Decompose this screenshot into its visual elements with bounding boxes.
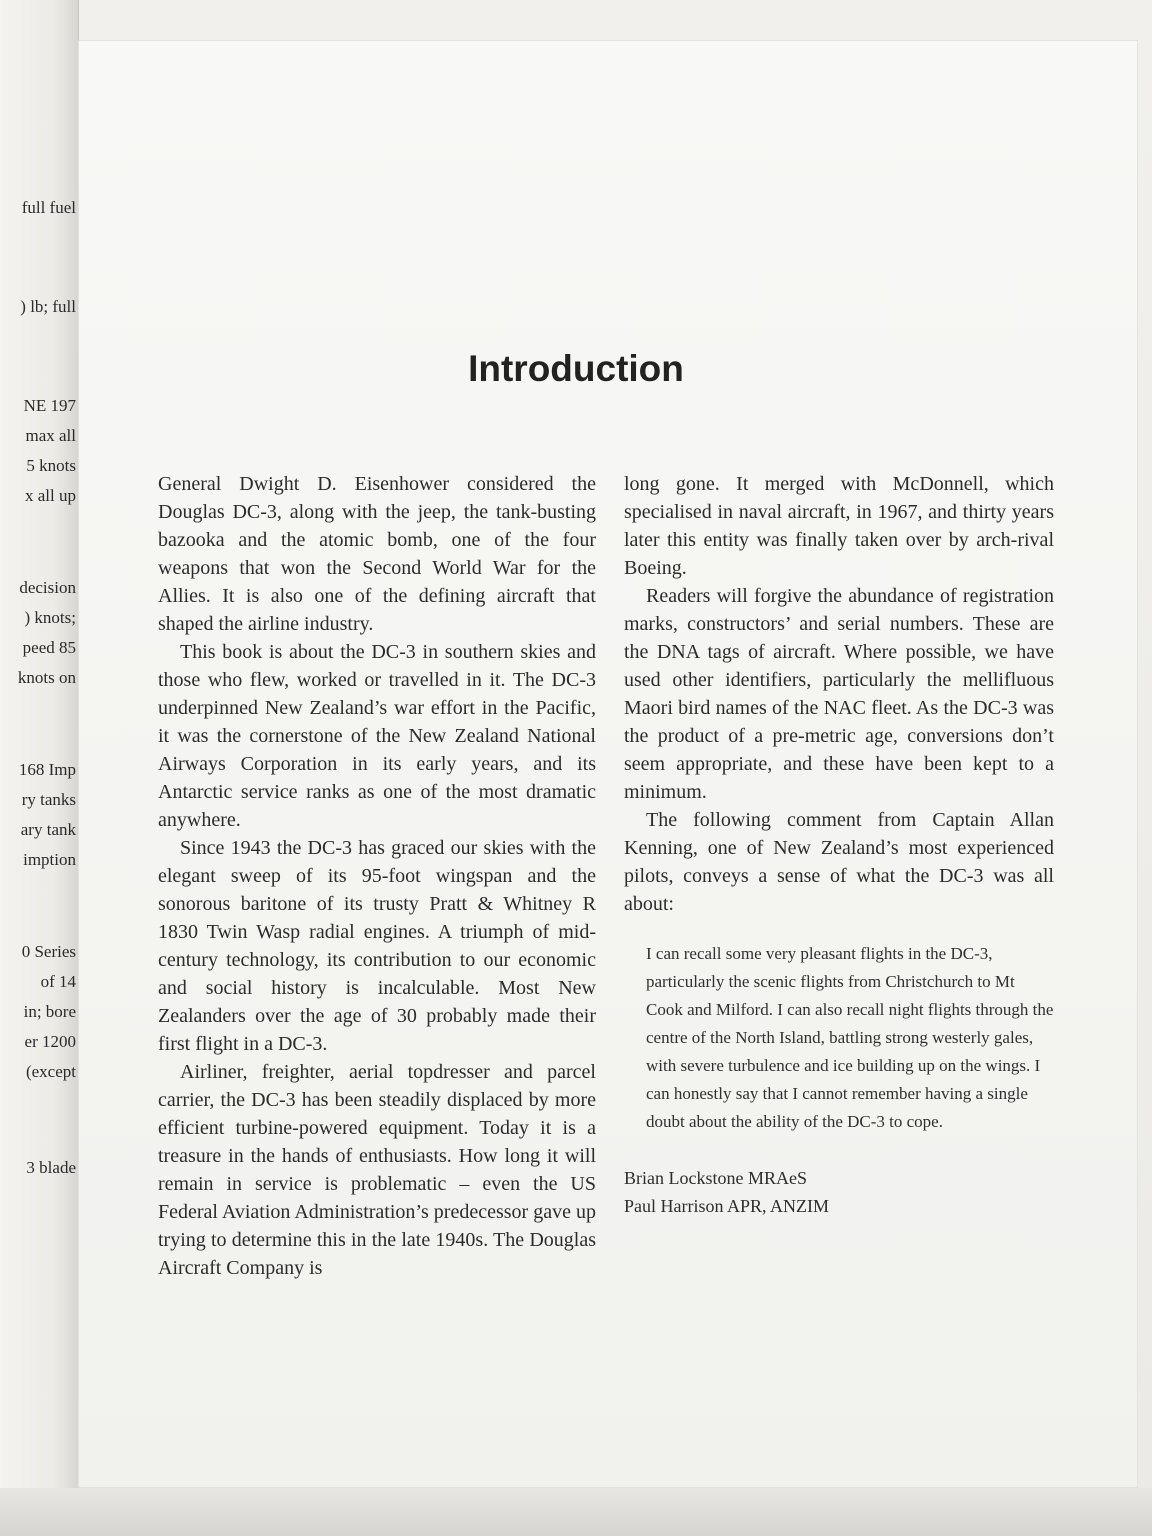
left-column bbox=[158, 470, 596, 1282]
left-page-fragment: 3 blade bbox=[26, 1158, 76, 1177]
left-page-fragment: ry tanks bbox=[21, 790, 76, 809]
paragraph: General Dwight D. Eisenhower considered the Douglas DC-3, along with the jeep, the tank-busting bazooka and the atomic bomb, one of the four weapons that won the Second World War for the Allies. It is also one of the defining aircraft that shaped the airline industry. bbox=[158, 473, 596, 635]
paragraph: Airliner, freighter, aerial topdresser and parcel carrier, the DC-3 has been steadily displaced by more efficient turbine-powered equipment. Today it is a treasure in the hands of enthusiasts. How long it will remain in service is problematic – even the US Federal Aviation Administration’s predecessor gave up trying to determine this in the late 1940s. The Douglas Aircraft Company is bbox=[158, 1061, 596, 1279]
left-page-fragment: full fuel bbox=[21, 198, 76, 217]
left-page-fragment: 0 Series bbox=[21, 942, 76, 961]
signature-line: Paul Harrison APR, ANZIM bbox=[624, 1196, 830, 1216]
paragraph: Readers will forgive the abundance of registration marks, constructors’ and serial numbers. These are the DNA tags of aircraft. Where possible, we have used other identifiers, particularly the mellifluous Maori bird names of the NAC fleet. As the DC-3 was the product of a pre-metric age, conversions don’t seem appropriate, and these have been kept to a minimum. bbox=[624, 585, 1054, 803]
left-page-fragment: peed 85 bbox=[22, 638, 76, 657]
left-page-fragment: ) lb; full bbox=[20, 297, 76, 316]
paragraph: Since 1943 the DC-3 has graced our skies with the elegant sweep of its 95-foot wingspan and the sonorous baritone of its trusty Pratt & Whitney R 1830 Twin Wasp radial engines. A triumph of mid-century technology, its contribution to our economic and social history is incalculable. Most New Zealanders over the age of 30 probably made their first flight in a DC-3. bbox=[158, 837, 596, 1055]
left-page-fragment: knots on bbox=[17, 668, 76, 687]
left-page-fragment: NE 197 bbox=[23, 396, 76, 415]
left-page-edge bbox=[0, 0, 79, 1536]
left-page-fragment: in; bore bbox=[23, 1002, 76, 1021]
left-page-fragment: decision bbox=[19, 578, 76, 597]
left-page-fragment: x all up bbox=[25, 486, 76, 505]
left-page-fragment: of 14 bbox=[40, 972, 76, 991]
signature-block bbox=[624, 1164, 1054, 1220]
left-page-fragment: 168 Imp bbox=[18, 760, 76, 779]
left-page-fragment: ) knots; bbox=[24, 608, 76, 627]
left-page-fragment: ary tank bbox=[20, 820, 76, 839]
signature-line: Brian Lockstone MRAeS bbox=[624, 1168, 807, 1188]
quote: I can recall some very pleasant flights in the DC-3, particularly the scenic flights from Christchurch to Mt Cook and Milford. I can also recall night flights through the centre of the North Island, battling strong westerly gales, with severe turbulence and ice building up on the wings. I can honestly say that I cannot remember having a single doubt about the ability of the DC-3 to cope. bbox=[646, 944, 1054, 1131]
page-title: Introduction bbox=[468, 348, 684, 389]
left-page-fragment: er 1200 bbox=[24, 1032, 76, 1051]
paragraph: long gone. It merged with McDonnell, which specialised in naval aircraft, in 1967, and thirty years later this entity was finally taken over by arch-rival Boeing. bbox=[624, 473, 1054, 579]
left-page-fragment: imption bbox=[23, 850, 76, 869]
left-page-fragment: (except bbox=[25, 1062, 76, 1081]
paragraph: The following comment from Captain Allan Kenning, one of New Zealand’s most experienced pilots, conveys a sense of what the DC-3 was all about: bbox=[624, 809, 1054, 915]
paragraph: This book is about the DC-3 in southern skies and those who flew, worked or travelled in it. The DC-3 underpinned New Zealand’s war effort in the Pacific, it was the cornerstone of the New Zealand National Airways Corporation in its early years, and its Antarctic service ranks as one of the most dramatic anywhere. bbox=[158, 641, 596, 831]
bottom-shelf bbox=[0, 1488, 1152, 1536]
right-column bbox=[624, 470, 1054, 1220]
left-page-fragment: 5 knots bbox=[26, 456, 76, 475]
left-page-fragment: max all bbox=[25, 426, 76, 445]
